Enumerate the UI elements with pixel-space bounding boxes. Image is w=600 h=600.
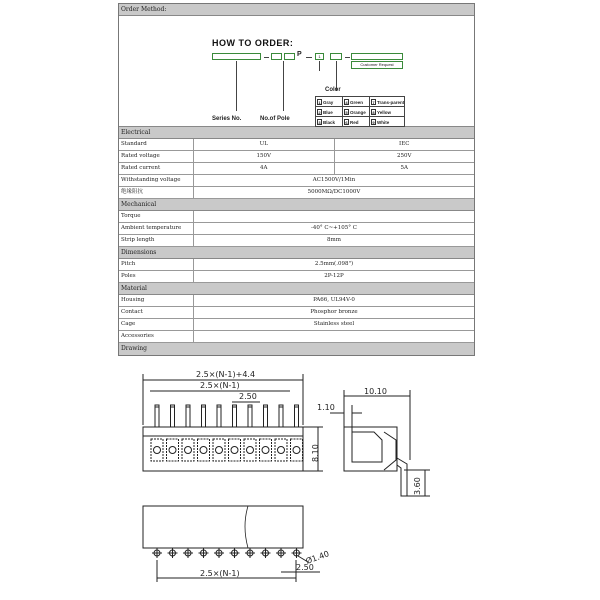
- quantity-box: 1: [315, 53, 324, 60]
- table-row: 绝缘阻抗 5000MΩ/DC1000V: [119, 187, 474, 199]
- leader-line: [319, 61, 320, 71]
- pin-hole: [154, 550, 160, 556]
- series-number-box: [212, 53, 261, 60]
- pin-hole: [216, 550, 222, 556]
- pin: [233, 405, 237, 427]
- color-cell: 9 White: [370, 117, 405, 127]
- pin-hole: [185, 550, 191, 556]
- pin-hole: [263, 550, 269, 556]
- break-line: [245, 506, 248, 548]
- bottom-housing: [143, 506, 303, 548]
- how-to-order-diagram: [119, 16, 474, 127]
- dim-side-width: 10.10: [364, 387, 387, 396]
- side-cavity: [352, 432, 382, 462]
- front-view: [143, 374, 323, 471]
- order-method-header: Order Method:: [119, 4, 474, 16]
- pin-hole: [170, 550, 176, 556]
- dash: [345, 57, 350, 58]
- pin: [155, 405, 159, 427]
- cage: [275, 439, 287, 461]
- dim-pitch-bottom: 2.50: [296, 563, 314, 572]
- housing: [143, 427, 303, 471]
- side-view: [330, 390, 430, 496]
- table-row: Housing PA66, UL94V-0: [119, 295, 474, 307]
- screw-hole: [293, 447, 300, 454]
- color-cell: 1 Gray: [316, 97, 343, 107]
- color-cell: 2 Blue: [316, 107, 343, 117]
- pin: [186, 405, 190, 427]
- screw-hole: [231, 447, 238, 454]
- dim-pin-length: 3.60: [413, 477, 422, 495]
- cage: [198, 439, 210, 461]
- screw-hole: [154, 447, 161, 454]
- pin: [264, 405, 268, 427]
- color-table: [315, 96, 405, 127]
- customer-request-label: Customer Request: [351, 61, 403, 69]
- color-cell: 5 Orange: [343, 107, 370, 117]
- color-box: [330, 53, 342, 60]
- electrical-header: Electrical: [119, 127, 474, 139]
- leader-line: [298, 556, 308, 562]
- customer-request-box-top: [351, 53, 403, 60]
- dim-hole-diameter: Ø1.40: [304, 549, 331, 566]
- cage: [260, 439, 272, 461]
- pin: [279, 405, 283, 427]
- dim-overall-width: 2.5×(N-1)+4.4: [196, 370, 256, 379]
- pin-hole: [232, 550, 238, 556]
- table-row: Accessories: [119, 331, 474, 343]
- screw-hole: [185, 447, 192, 454]
- mechanical-header: Mechanical: [119, 199, 474, 211]
- pin: [217, 405, 221, 427]
- cage: [213, 439, 225, 461]
- dimensions-header: Dimensions: [119, 247, 474, 259]
- screw-hole: [262, 447, 269, 454]
- dim-pitch-top: 2.50: [239, 392, 257, 401]
- table-row: Contact Phosphor bronze: [119, 307, 474, 319]
- color-cell: 8 Yellow: [370, 107, 405, 117]
- cage: [229, 439, 241, 461]
- leader-line: [236, 61, 237, 111]
- how-to-order-title: HOW TO ORDER:: [212, 38, 294, 48]
- cage: [291, 439, 303, 461]
- cage: [151, 439, 163, 461]
- spec-sheet: [118, 3, 475, 356]
- dim-height: 8.10: [311, 444, 320, 462]
- pin: [171, 405, 175, 427]
- screw-hole: [247, 447, 254, 454]
- color-cell: 6 Red: [343, 117, 370, 127]
- side-pin: [397, 458, 407, 496]
- bottom-view: [143, 506, 320, 582]
- table-row: Strip length 8mm: [119, 235, 474, 247]
- pin: [295, 405, 299, 427]
- p-letter: P: [297, 51, 302, 58]
- color-title: Color: [325, 87, 341, 93]
- table-row: Torque: [119, 211, 474, 223]
- cage: [244, 439, 256, 461]
- table-row: Rated voltage 150V 250V: [119, 151, 474, 163]
- screw-hole: [169, 447, 176, 454]
- dim-pin-span-bottom: 2.5×(N-1): [200, 569, 240, 578]
- color-cell: 7 Trans-parent: [370, 97, 405, 107]
- pin-hole: [294, 550, 300, 556]
- color-cell: 3 Black: [316, 117, 343, 127]
- no-of-pole-label: No.of Pole: [260, 116, 290, 122]
- series-no-label: Series No.: [212, 116, 242, 122]
- table-row: Rated current 4A 5A: [119, 163, 474, 175]
- material-header: Material: [119, 283, 474, 295]
- screw-hole: [278, 447, 285, 454]
- pin-hole: [201, 550, 207, 556]
- pin-hole: [278, 550, 284, 556]
- pole-box-1: [271, 53, 282, 60]
- color-cell: 4 Green: [343, 97, 370, 107]
- dim-offset: 1.10: [317, 403, 335, 412]
- cage: [167, 439, 179, 461]
- pin: [248, 405, 252, 427]
- pin: [202, 405, 206, 427]
- pole-box-2: [284, 53, 295, 60]
- drawing-header: Drawing: [119, 343, 474, 355]
- table-row: Standard UL IEC: [119, 139, 474, 151]
- pin-hole: [247, 550, 253, 556]
- cage: [182, 439, 194, 461]
- dash: [264, 57, 269, 58]
- dash: [306, 57, 312, 58]
- side-housing: [344, 427, 397, 471]
- leader-line: [283, 61, 284, 111]
- table-row: Cage Stainless steel: [119, 319, 474, 331]
- screw-hole: [200, 447, 207, 454]
- table-row: Ambient temperature -40° C~+105° C: [119, 223, 474, 235]
- table-row: Pitch 2.5mm(.098"): [119, 259, 474, 271]
- table-row: Poles 2P-12P: [119, 271, 474, 283]
- dim-pin-span-top: 2.5×(N-1): [200, 381, 240, 390]
- screw-hole: [216, 447, 223, 454]
- side-contact: [384, 432, 396, 470]
- table-row: Withstanding voltage AC1500V/1Min: [119, 175, 474, 187]
